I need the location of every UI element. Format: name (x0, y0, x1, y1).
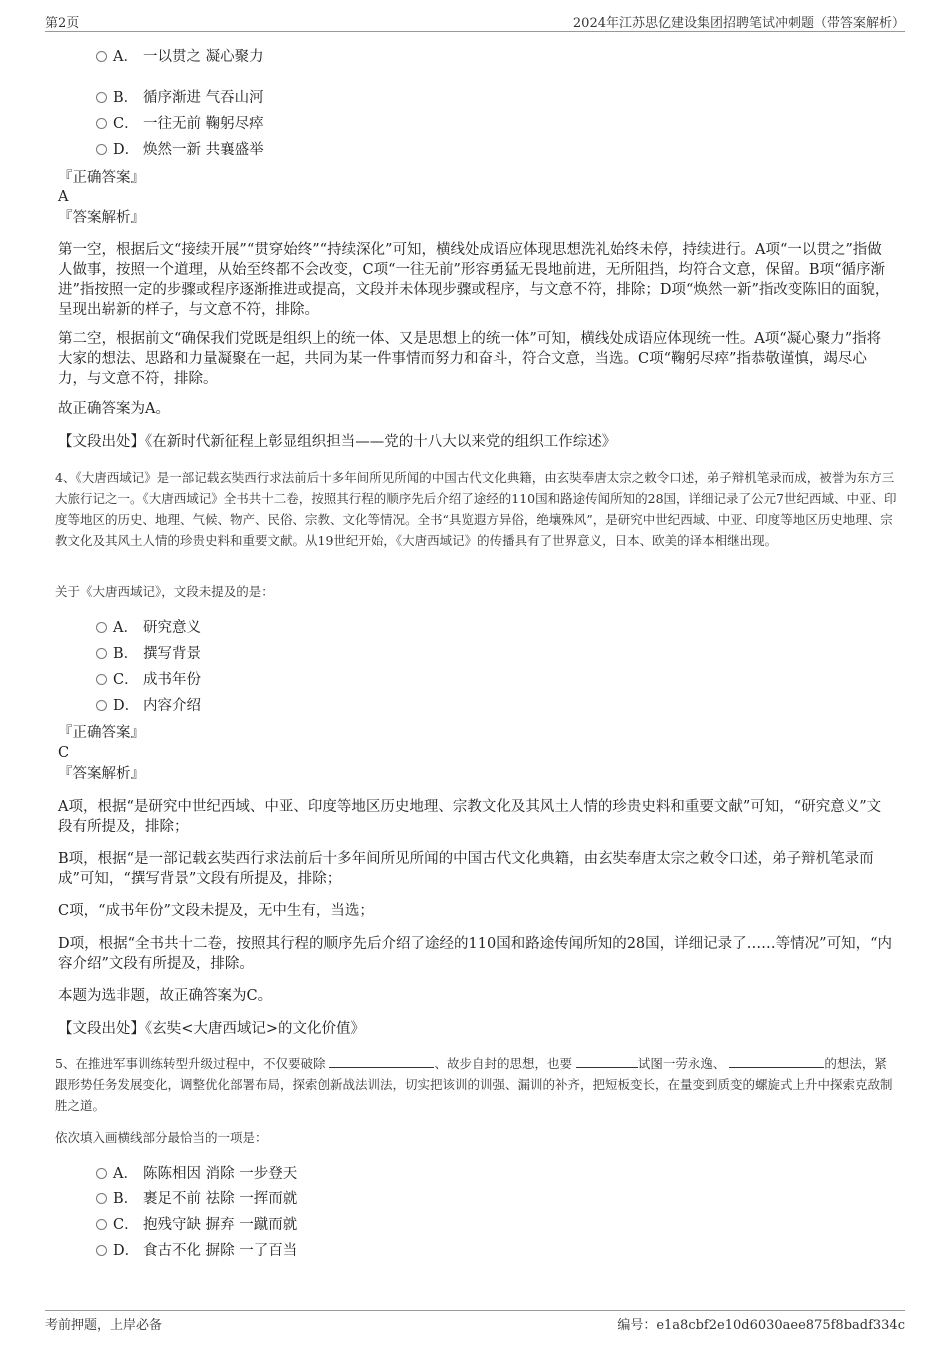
document-title: 2024年江苏思亿建设集团招聘笔试冲刺题（带答案解析） (572, 16, 905, 31)
q5-option-d[interactable]: D． 食古不化 摒除 一了百当 (96, 1241, 297, 1261)
question-stem: 依次填入画横线部分最恰当的一项是： (55, 1130, 268, 1145)
radio-icon[interactable] (96, 1168, 107, 1179)
blank-3 (729, 1053, 824, 1068)
analysis-conclusion: 故正确答案为A。 (58, 401, 170, 417)
analysis-label: 『答案解析』 (58, 210, 145, 226)
radio-icon[interactable] (96, 700, 107, 711)
radio-icon[interactable] (96, 1245, 107, 1256)
radio-icon[interactable] (96, 622, 107, 633)
page-header (45, 12, 905, 32)
source-citation: 【文段出处】《玄奘<大唐西域记>的文化价值》 (58, 1021, 366, 1037)
radio-icon[interactable] (96, 51, 107, 62)
answer-label: 『正确答案』 (58, 725, 145, 741)
radio-icon[interactable] (96, 144, 107, 155)
footer-slogan: 考前押题，上岸必备 (45, 1318, 163, 1333)
q3-option-a[interactable]: A． 一以贯之 凝心聚力 (96, 47, 264, 67)
radio-icon[interactable] (96, 1219, 107, 1230)
answer-value: A (58, 189, 69, 205)
radio-icon[interactable] (96, 674, 107, 685)
radio-icon[interactable] (96, 92, 107, 103)
analysis-paragraph: D项，根据“全书共十二卷，按照其行程的顺序先后介绍了途经的110国和路途传闻所知的28国，详细记录了……等情况”可知，“内容介绍”文段有所提及，排除。 (58, 936, 892, 972)
document-id: 编号：e1a8cbf2e10d6030aee875f8badf334c (617, 1318, 905, 1333)
source-citation: 【文段出处】《在新时代新征程上彰显组织担当——党的十八大以来党的组织工作综述》 (58, 434, 617, 450)
question-passage: 5、在推进军事训练转型升级过程中，不仅要破除 、故步自封的思想，也要 试图一劳永逸、 的想法，紧跟形势任务发展变化，调整优化部署布局，探索创新战法训法，切实把该训的训强、漏训的补齐，把短板变长，在量变到质变的螺旋式上升中探索克敌制胜之道。 (55, 1053, 897, 1116)
q3-option-c[interactable]: C． 一往无前 鞠躬尽瘁 (96, 114, 264, 134)
q5-option-b[interactable]: B． 裹足不前 祛除 一挥而就 (96, 1189, 297, 1209)
analysis-paragraph: 第一空，根据后文“接续开展”“贯穿始终”“持续深化”可知，横线处成语应体现思想洗礼始终未停，持续进行。A项“一以贯之”指做人做事，按照一个道理，从始至终都不会改变，C项“一往无前”形容勇猛无畏地前进，无所阻挡，均符合文意，保留。B项“循序渐进”指按照一定的步骤或程序逐渐推进或提高，文段并未体现步骤或程序，与文意不符，排除；D项“焕然一新”指改变陈旧的面貌，呈现出崭新的样子，与文意不符，排除。 (58, 242, 890, 318)
q5-option-a[interactable]: A． 陈陈相因 消除 一步登天 (96, 1164, 297, 1184)
radio-icon[interactable] (96, 118, 107, 129)
analysis-label: 『答案解析』 (58, 766, 145, 782)
question-passage: 4、《大唐西域记》是一部记载玄奘西行求法前后十多年间所见所闻的中国古代文化典籍，由玄奘奉唐太宗之敕令口述，弟子辩机笔录而成，被誉为东方三大旅行记之一。《大唐西域记》全书共十二卷，按照其行程的顺序先后介绍了途经的110国和路途传闻所知的28国，详细记录了公元7世纪西域、中亚、印度等地区的历史、地理、气候、物产、民俗、宗教、文化等情况。全书“具览遐方异俗，绝壤殊风”，是研究中世纪西域、中亚、印度等地区历史地理、宗教文化及其风土人情的珍贵史料和重要文献。从19世纪开始，《大唐西域记》的传播具有了世界意义，日本、欧美的译本相继出现。 (55, 470, 897, 548)
analysis-paragraph: B项，根据“是一部记载玄奘西行求法前后十多年间所见所闻的中国古代文化典籍，由玄奘奉唐太宗之敕令口述，弟子辩机笔录而成”可知，“撰写背景”文段有所提及，排除； (58, 851, 874, 887)
question-stem: 关于《大唐西域记》，文段未提及的是： (55, 584, 274, 599)
q5-option-c[interactable]: C． 抱残守缺 摒弃 一蹴而就 (96, 1215, 297, 1235)
analysis-paragraph: C项，“成书年份”文段未提及，无中生有，当选； (58, 903, 374, 919)
q4-option-d[interactable]: D． 内容介绍 (96, 696, 201, 716)
q4-option-a[interactable]: A． 研究意义 (96, 618, 201, 638)
analysis-conclusion: 本题为选非题，故正确答案为C。 (58, 988, 273, 1004)
q4-option-b[interactable]: B． 撰写背景 (96, 644, 201, 664)
analysis-paragraph: A项，根据“是研究中世纪西域、中亚、印度等地区历史地理、宗教文化及其风土人情的珍贵史料和重要文献”可知，“研究意义”文段有所提及，排除； (58, 799, 882, 835)
footer-divider (45, 1310, 905, 1311)
answer-value: C (58, 745, 70, 761)
q4-option-c[interactable]: C． 成书年份 (96, 670, 201, 690)
page-number: 第2页 (45, 16, 80, 31)
blank-1 (329, 1053, 434, 1068)
q3-option-d[interactable]: D． 焕然一新 共襄盛举 (96, 140, 264, 160)
q3-option-b[interactable]: B． 循序渐进 气吞山河 (96, 88, 264, 108)
blank-2 (576, 1053, 638, 1068)
radio-icon[interactable] (96, 1193, 107, 1204)
analysis-paragraph: 第二空，根据前文“确保我们党既是组织上的统一体、又是思想上的统一体”可知，横线处成语应体现统一性。A项“凝心聚力”指将大家的想法、思路和力量凝聚在一起，共同为某一件事情而努力和奋斗，符合文意，当选。C项“鞠躬尽瘁”指恭敬谨慎，竭尽心力，与文意不符，排除。 (58, 331, 882, 387)
answer-label: 『正确答案』 (58, 170, 145, 186)
radio-icon[interactable] (96, 648, 107, 659)
header-divider (45, 31, 905, 32)
